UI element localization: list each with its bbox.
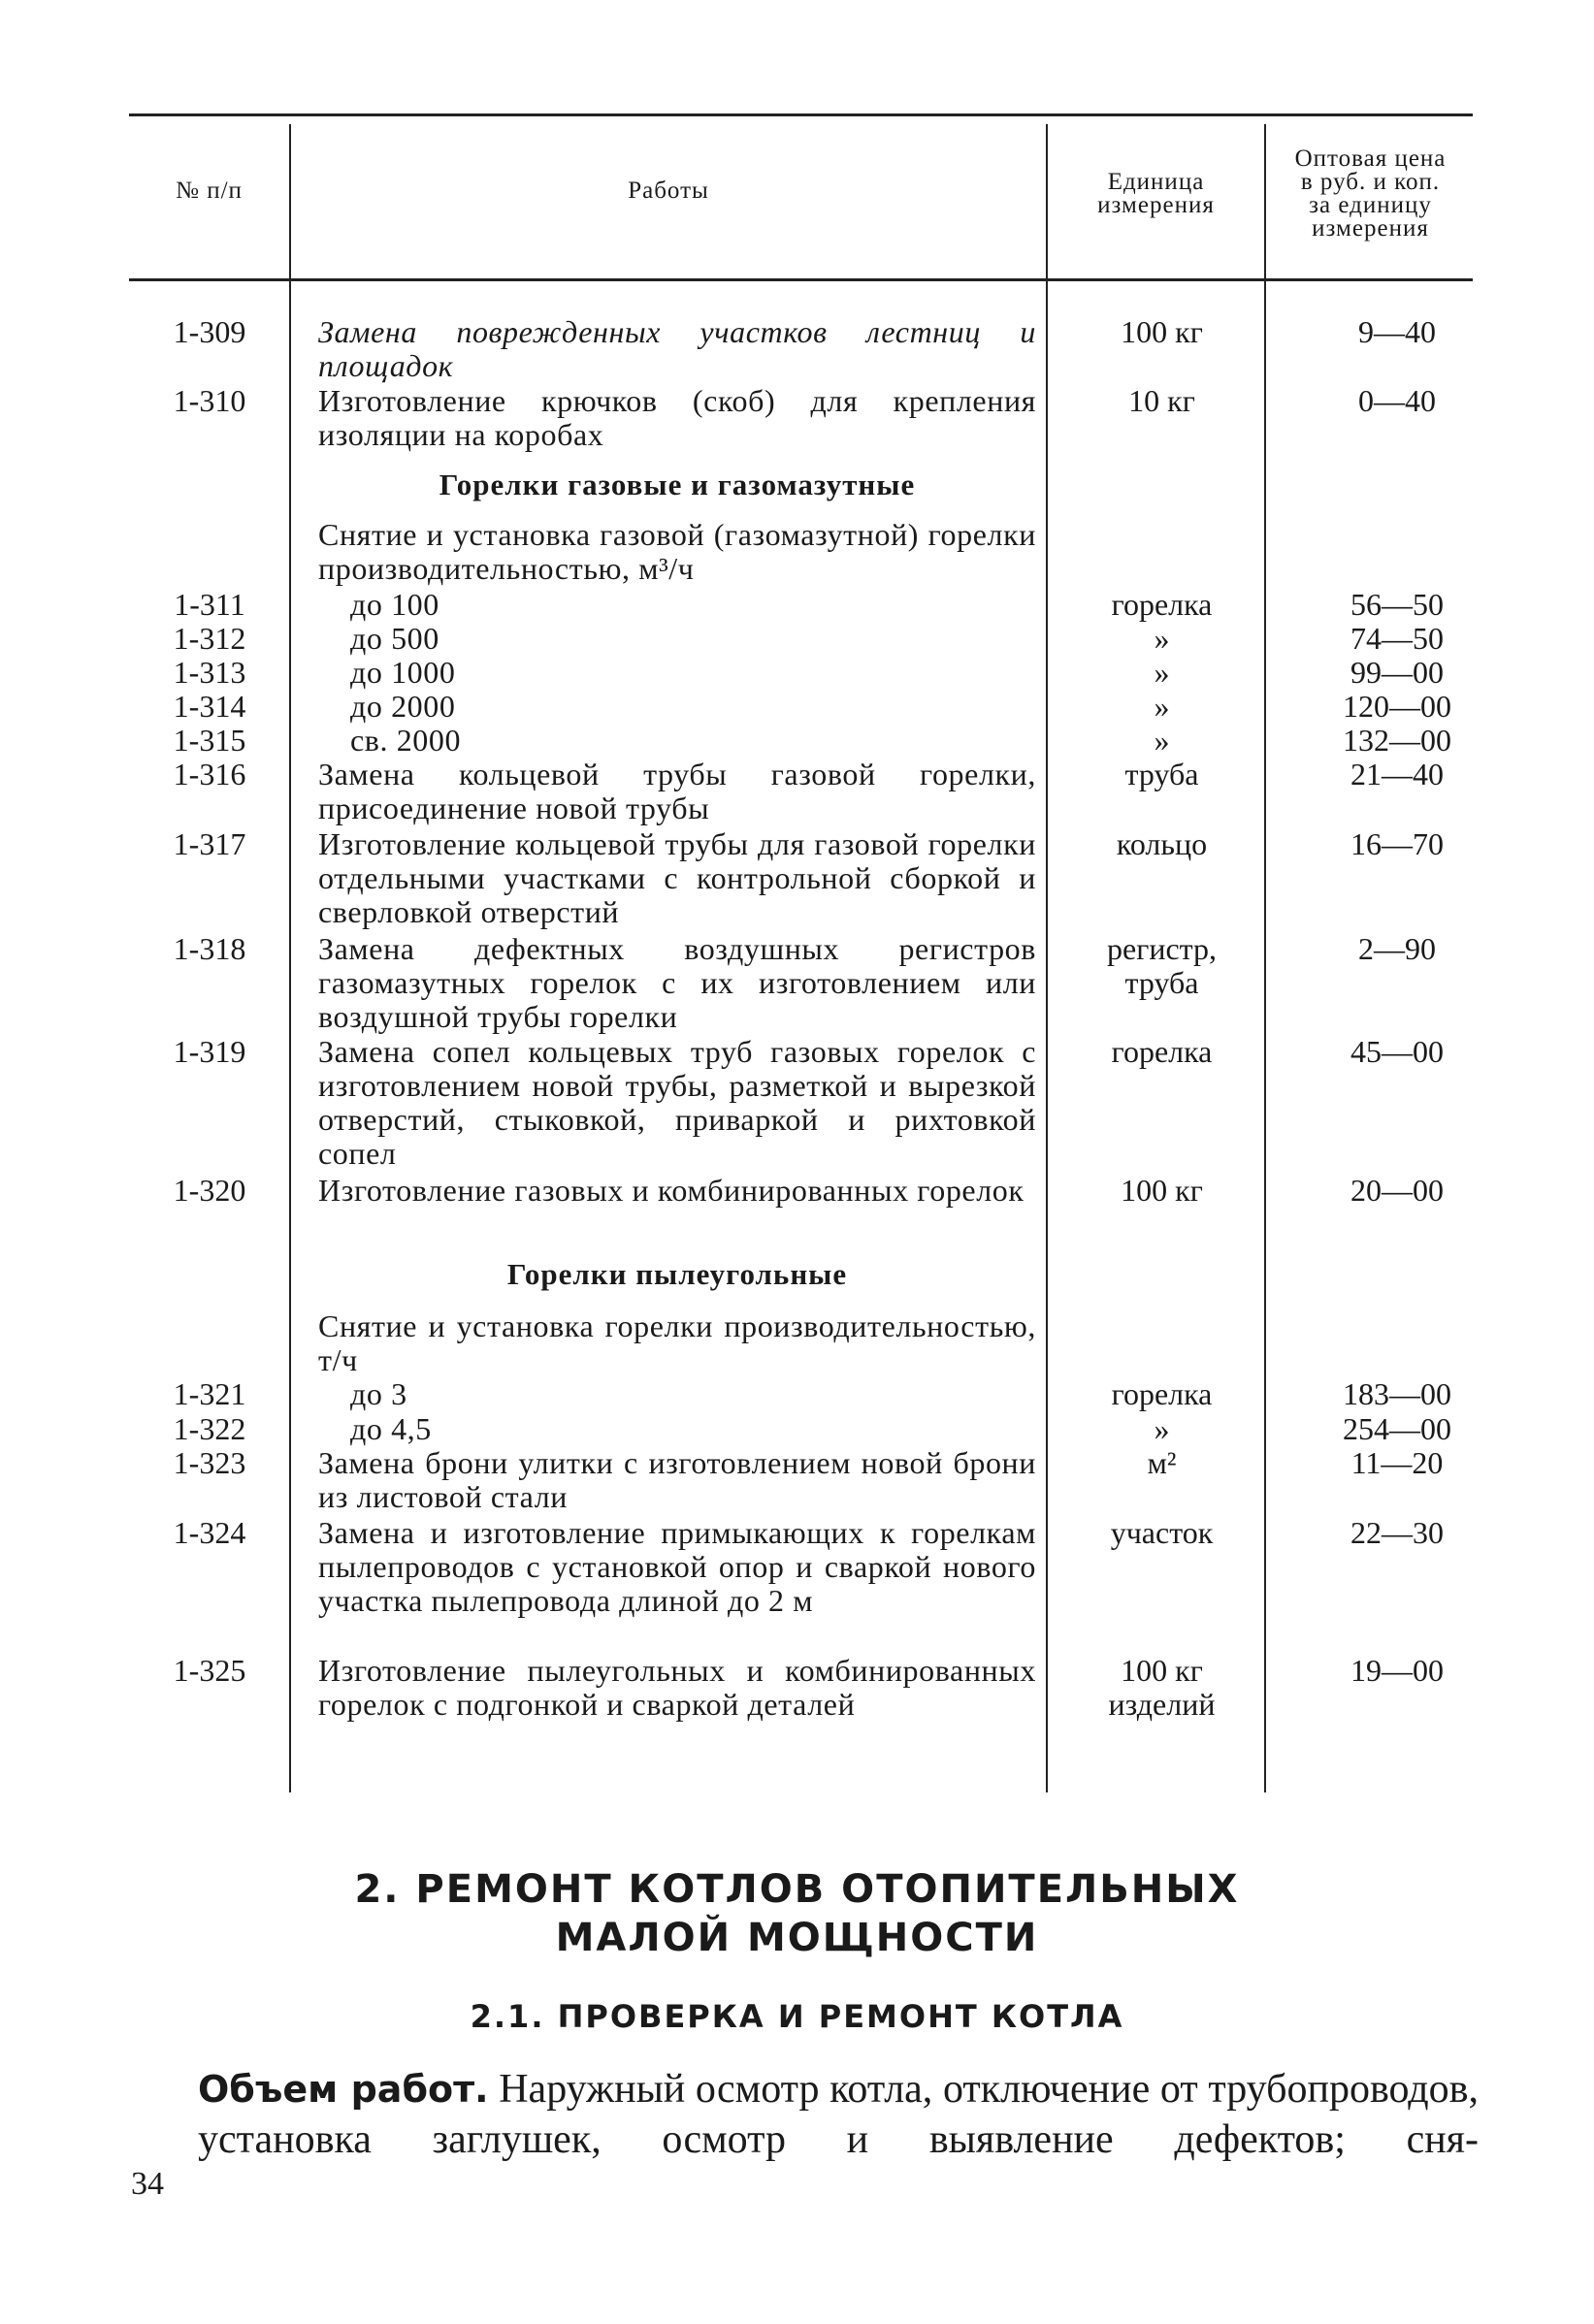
row-unit: горелка xyxy=(1111,1376,1213,1411)
subhead-gas: Горелки газовые и газомазутные xyxy=(439,468,916,501)
header-unit-line2: измерения xyxy=(1097,192,1215,218)
row-work: до 2000 xyxy=(350,689,456,724)
row-price: 132—00 xyxy=(1343,723,1451,758)
row-price: 183—00 xyxy=(1343,1376,1451,1411)
header-bottom-rule xyxy=(129,278,1473,281)
row-num: 1-318 xyxy=(173,931,246,966)
paragraph-text: Наружный осмотр котла, отключение от трубопроводов, установка заглушек, осмотр и выявление дефектов; сня- xyxy=(198,2067,1479,2162)
row-work: до 4,5 xyxy=(350,1411,432,1446)
row-work: Замена дефектных воздушных регистров газомазутных горелок с их изготовлением или воздушной трубы горелки xyxy=(318,931,1036,1034)
row-price: 254—00 xyxy=(1343,1411,1451,1446)
row-work: Замена сопел кольцевых труб газовых горелок с изготовлением новой трубы, разметкой и вырезкой отверстий, стыковкой, приваркой и рихтовкой сопел xyxy=(318,1034,1036,1171)
row-work: Замена поврежденных участков лестниц и площадок xyxy=(318,314,1036,383)
table-top-rule xyxy=(129,113,1473,116)
section-title-line1: 2. РЕМОНТ КОТЛОВ ОТОПИТЕЛЬНЫХ xyxy=(354,1867,1240,1912)
row-unit: » xyxy=(1154,689,1170,724)
row-price: 0—40 xyxy=(1358,383,1436,418)
column-rule-1 xyxy=(289,124,291,1792)
subhead-gas-intro: Снятие и установка газовой (газомазутной) горелки производительностью, м³/ч xyxy=(318,517,1036,586)
row-price: 16—70 xyxy=(1350,826,1444,861)
row-unit: 100 кг xyxy=(1121,314,1203,349)
header-price xyxy=(1266,147,1475,241)
section-title-line2: МАЛОЙ МОЩНОСТИ xyxy=(555,1916,1039,1960)
row-unit: регистр, труба xyxy=(1106,931,1218,1000)
row-num: 1-312 xyxy=(173,621,246,656)
row-num: 1-323 xyxy=(173,1445,246,1480)
row-price: 99—00 xyxy=(1350,655,1444,690)
row-num: 1-309 xyxy=(173,314,246,349)
row-unit: 10 кг xyxy=(1128,383,1195,418)
row-price: 19—00 xyxy=(1350,1653,1444,1688)
row-num: 1-319 xyxy=(173,1034,246,1069)
row-num: 1-313 xyxy=(173,655,246,690)
row-work: до 1000 xyxy=(350,655,456,690)
row-num: 1-325 xyxy=(173,1653,246,1688)
row-unit: участок xyxy=(1110,1515,1214,1550)
row-unit: м² xyxy=(1147,1445,1177,1480)
row-price: 21—40 xyxy=(1350,757,1444,791)
row-price: 45—00 xyxy=(1350,1034,1444,1069)
row-unit: 100 кг xyxy=(1121,1173,1203,1208)
row-work: Изготовление кольцевой трубы для газовой горелки отдельными участками с контрольной сборкой и сверловкой отверстий xyxy=(318,826,1036,929)
row-num: 1-320 xyxy=(173,1173,246,1208)
row-unit: » xyxy=(1154,723,1170,758)
row-unit: труба xyxy=(1124,757,1199,791)
row-work: св. 2000 xyxy=(350,723,462,758)
row-work: Замена кольцевой трубы газовой горелки, присоединение новой трубы xyxy=(318,757,1036,825)
row-unit: » xyxy=(1154,621,1170,656)
row-price: 9—40 xyxy=(1358,314,1436,349)
header-unit xyxy=(1048,171,1264,217)
row-work: до 3 xyxy=(350,1376,407,1411)
header-price-line1: Оптовая цена xyxy=(1294,145,1447,172)
subhead-dust-intro: Снятие и установка горелки производительностью, т/ч xyxy=(318,1308,1036,1377)
column-rule-2 xyxy=(1046,124,1048,1792)
row-work: Замена брони улитки с изготовлением новой брони из листовой стали xyxy=(318,1445,1036,1514)
row-num: 1-315 xyxy=(173,723,246,758)
row-num: 1-321 xyxy=(173,1376,246,1411)
row-price: 20—00 xyxy=(1350,1173,1444,1208)
row-price: 11—20 xyxy=(1350,1445,1444,1480)
row-price: 74—50 xyxy=(1350,621,1444,656)
row-unit: горелка xyxy=(1111,1034,1213,1069)
row-unit: » xyxy=(1154,1411,1170,1446)
header-unit-line1: Единица xyxy=(1107,169,1205,195)
body-paragraph xyxy=(198,2064,1479,2165)
row-num: 1-317 xyxy=(173,826,246,861)
row-work: до 100 xyxy=(350,587,439,622)
header-num: № п/п xyxy=(176,178,243,204)
row-num: 1-311 xyxy=(174,587,245,622)
row-work: Изготовление крючков (скоб) для крепления изоляции на коробах xyxy=(318,383,1036,452)
header-work: Работы xyxy=(628,178,709,204)
header-price-line4: измерения xyxy=(1312,215,1429,242)
row-num: 1-324 xyxy=(173,1515,246,1550)
page-number: 34 xyxy=(131,2166,164,2202)
row-work: Изготовление газовых и комбинированных горелок xyxy=(318,1173,1025,1208)
row-work: до 500 xyxy=(350,621,439,656)
row-num: 1-322 xyxy=(173,1411,246,1446)
row-price: 22—30 xyxy=(1350,1515,1444,1550)
row-unit: горелка xyxy=(1111,587,1213,622)
row-unit: 100 кг изделий xyxy=(1108,1653,1216,1722)
row-num: 1-316 xyxy=(173,757,246,791)
row-unit: кольцо xyxy=(1116,826,1208,861)
row-work: Замена и изготовление примыкающих к горелкам пылепроводов с установкой опор и сваркой нового участка пылепровода длиной до 2 м xyxy=(318,1515,1036,1618)
subhead-dust: Горелки пылеугольные xyxy=(506,1257,848,1291)
row-price: 56—50 xyxy=(1350,587,1444,622)
paragraph-label: Объем работ. xyxy=(198,2068,489,2111)
row-price: 2—90 xyxy=(1358,931,1436,966)
header-price-line3: за единицу xyxy=(1309,192,1432,218)
section-subtitle: 2.1. ПРОВЕРКА И РЕМОНТ КОТЛА xyxy=(470,1998,1124,2035)
row-num: 1-314 xyxy=(173,689,246,724)
row-unit: » xyxy=(1154,655,1170,690)
row-price: 120—00 xyxy=(1343,689,1451,724)
row-work: Изготовление пылеугольных и комбинированных горелок с подгонкой и сваркой деталей xyxy=(318,1653,1036,1722)
header-price-line2: в руб. и коп. xyxy=(1300,169,1441,195)
row-num: 1-310 xyxy=(173,383,246,418)
